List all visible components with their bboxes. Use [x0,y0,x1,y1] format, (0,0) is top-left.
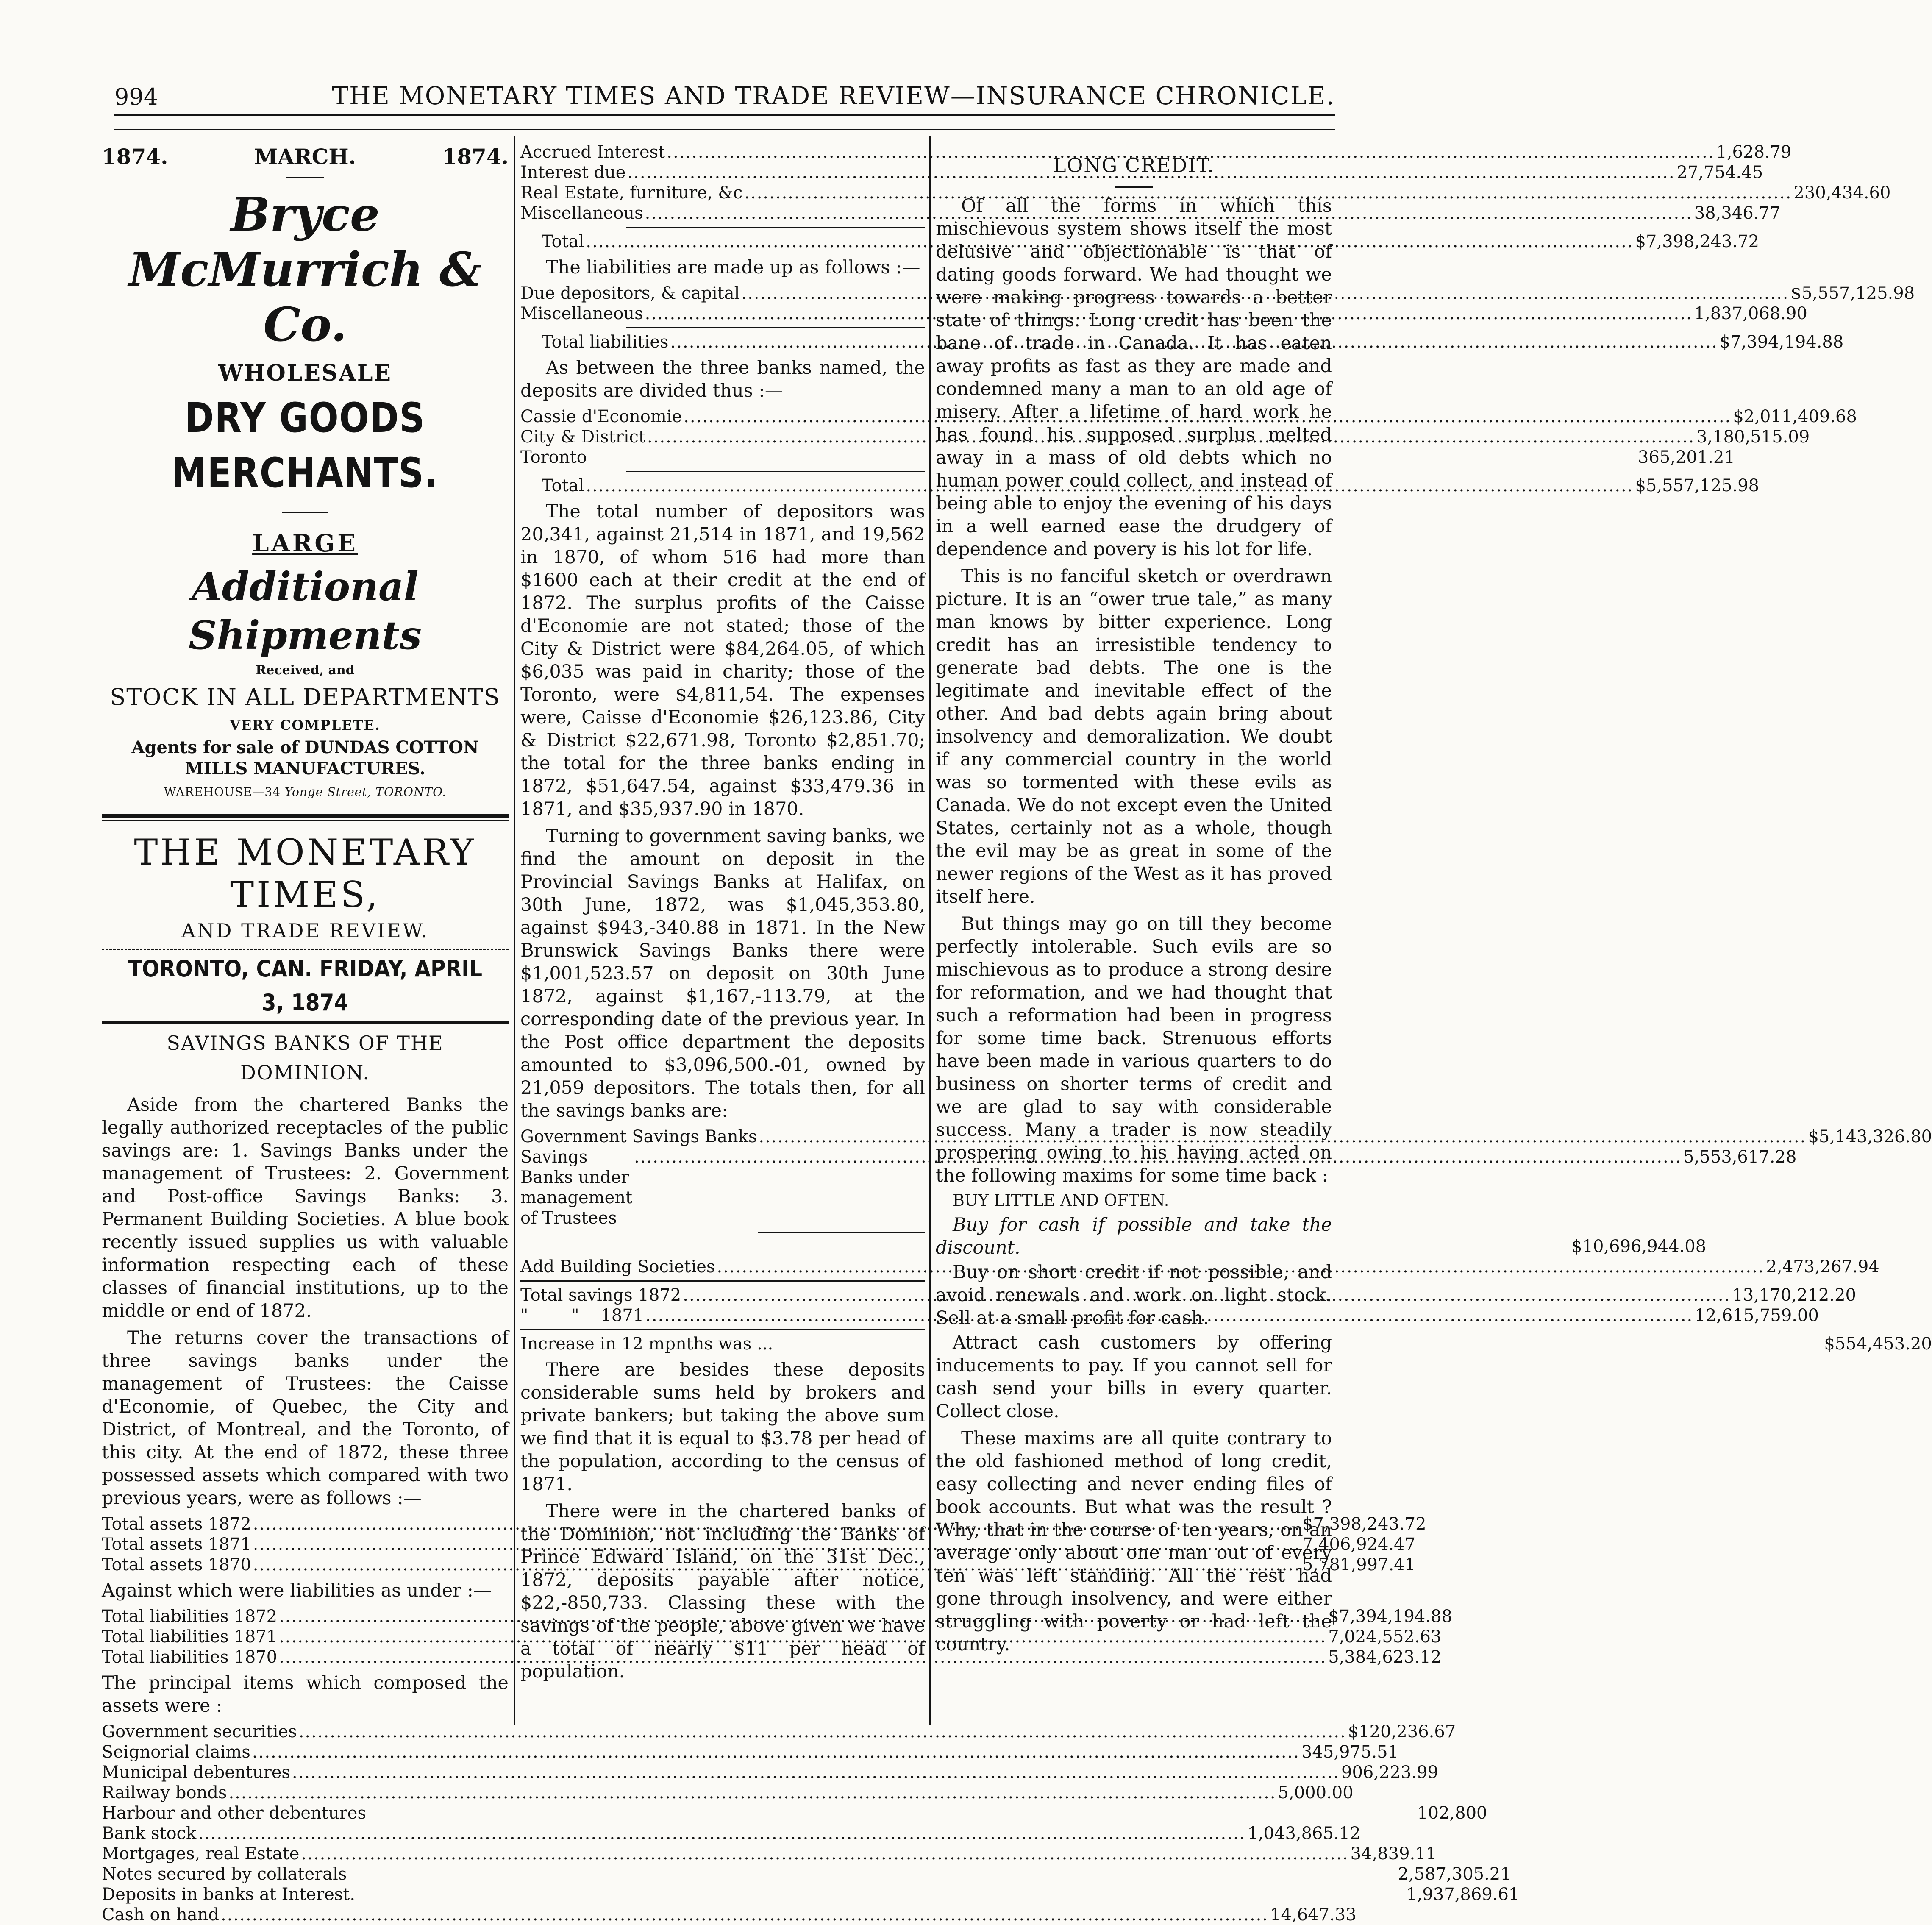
table-row: Harbour and other debentures 102,800 [102,1803,1487,1823]
advert-firm-name: Bryce McMurrich & Co. [128,187,482,352]
maxim: Buy on short credit if not possible, and avoid renewals and work on light stock. Sell at a small profit for cash. [936,1262,1332,1329]
table-row: Municipal debentures ..... 906,223.99 [102,1762,509,1783]
divider [626,471,925,472]
table-row: Due depositors, & capital ..... $5,557,125.98 [520,283,925,303]
table-row: Bank stock ..... 1,043,865.12 [102,1823,509,1844]
advert-large: LARGE [252,529,358,557]
advert-month: MARCH. [254,144,356,169]
article-heading: LONG CREDIT. [1053,154,1215,177]
table-row: Accrued Interest ..... 1,628.79 [520,142,925,162]
advert-year-left: 1874. [102,144,168,169]
paragraph: The liabilities are made up as follows :— [546,257,920,278]
deposits-table [520,406,1857,496]
masthead-subtitle: AND TRADE REVIEW. [181,919,429,942]
table-row: Interest due ..... 27,754.45 [520,162,925,183]
table-row: Cassie d'Economie ..... $2,011,409.68 [520,406,925,427]
table-row: Total savings 1872 ..... 13,170,212.20 [520,1285,925,1305]
paragraph: But things may go on till they become perfectly intolerable. Such evils are so mischievous as to produce a strong desire for reformation, and we had thought that such a reformation had been in progress for some time back. Strenuous efforts have been made in various quarters to do business on shorter terms of credit and we are glad to say with considerable success. Many a trader is now steadily prospering owing to his having acted on the following maxims for some time back : [936,913,1332,1186]
table-row: Notes secured by collaterals 2,587,305.21 [102,1864,1511,1884]
table-row: Total liabilities ..... $7,394,194.88 [520,332,925,352]
divider [102,949,509,950]
advert-very-complete: VERY COMPLETE. [230,717,381,733]
divider [102,1021,509,1024]
paragraph: Turning to government saving banks, we find the amount on deposit in the Provincial Savings Banks at Halifax, on 30th June, 1872, was $1,045,353.80, against $943,-340.88 in 1871. In the New Brunswick Savings Banks there were $1,001,523.57 on deposit on 30th June 1872, against $1,167,-113.79, at the corresponding date of the previous year. In the Post office department the deposits amounted to $3,096,500.-01, owned by 21,059 depositors. The totals then, for all the savings banks are: [520,826,925,1121]
table-row: Total liabilities 1872 ..... $7,394,194.88 [102,1606,509,1627]
table-row: Total assets 1871 ..... 7,406,924.47 [102,1534,509,1555]
paragraph: Of all the forms in which this mischievous system shows itself the most delusive and objectionable is that of dating goods forward. We had thought we were making progress towards a better state of things. Long credit has been the bane of trade in Canada. It has eaten away profits as fast as they are made and condemned many a man to an old age of misery. After a lifetime of hard work he has found his supposed surplus melted away in a mass of old debts which no human power could collect, and instead of being able to enjoy the evening of his days in a well earned ease the drudgery of dependence and povery is his lot for life. [936,195,1332,560]
advert-year-right: 1874. [442,144,509,169]
table-row: $10,696,944.08 [1571,1237,1707,1256]
table-row: " " 1871 ..... 12,615,759.00 [520,1305,925,1326]
paragraph: Against which were liabilities as under :— [102,1580,492,1601]
paragraph: The total number of depositors was 20,341, against 21,514 in 1871, and 19,562 in 1870, of whom 516 had more than $1600 each at their credit at the end of 1872. The surplus profits of the Caisse d'Economie are not stated; those of the City & District were $84,264.05, of which $6,035 was paid in charity; those of the Toronto, were $4,811,54. The expenses were, Caisse d'Economie $26,123.86, City & District $22,671.98, Toronto $2,851.70; the total for the three banks ending in 1872, $51,647.54, against $33,479.36 in 1871, and $35,937.90 in 1870. [520,501,925,820]
maxim: Attract cash customers by offering inducements to pay. If you cannot sell for cash send your bills in every quarter. Collect close. [936,1332,1332,1422]
paragraph: There were in the chartered banks of the Dominion, not including the Banks of Prince Edward Island, on the 31st Dec., 1872, deposits payable after notice, $22,-850,733. Classing these with the savings of the people, above given we have a total of nearly $11 per head of population. [520,1501,925,1682]
advert-warehouse-address: Yonge Street, TORONTO. [284,785,447,799]
paragraph: Aside from the chartered Banks the legally authorized receptacles of the public savings are: 1. Savings Banks under the management of Trustees: 2. Government and Post-office Savings Banks: 3. Permanent Building Societies. A blue book recently issued supplies us with valuable information respecting each of these classes of financial institutions, up to the middle or end of 1872. [102,1094,509,1321]
table-row: Toronto 365,201.21 [520,448,1735,467]
article-heading: SAVINGS BANKS OF THE DOMINION. [167,1032,444,1084]
table-row: Increase in 12 mpnths was ... $554,453.20 [520,1334,1932,1354]
table-row: Savings Banks under management of Trustees ..... 5,553,617.28 [520,1147,925,1228]
advert-additional-shipments: Additional Shipments [189,564,422,658]
column-divider-1 [514,136,515,1725]
paragraph: This is no fanciful sketch or overdrawn picture. It is an “ower true tale,” as many man knows by bitter experience. Long credit has an irresistible tendency to generate bad debts. The one is the legitimate and inevitable effect of the other. And bad debts again bring about insolvency and demoralization. We doubt if any commercial country in the world was so tormented with these evils as Canada. We do not except even the United States, certainly not as a whole, though the evil may be as great in some of the newer regions of the West as it has proved itself here. [936,566,1332,907]
divider [102,814,509,818]
page-number: 994 [114,83,158,110]
paragraph: As between the three banks named, the deposits are divided thus :— [520,357,925,401]
maxim: BUY LITTLE AND OFTEN. [953,1191,1169,1210]
table-row: Total liabilities 1871 ..... 7,024,552.63 [102,1627,509,1647]
table-row: Deposits in banks at Interest. 1,937,869.61 [102,1885,1520,1904]
divider [758,1232,925,1233]
divider [626,327,925,328]
advert-received: Received, and [256,663,355,678]
table-row: Railway bonds ..... 5,000.00 [102,1783,509,1803]
table-row: Miscellaneous ..... 1,837,068.90 [520,303,925,324]
table-row: Total liabilities 1870 ..... 5,384,623.12 [102,1647,509,1667]
table-row: Total ..... $5,557,125.98 [520,476,925,496]
table-row: Add Building Societies ..... 2,473,267.94 [520,1257,925,1277]
divider [282,512,328,513]
liabilities-breakdown [520,283,1915,352]
paragraph: There are besides these deposits considerable sums held by brokers and private bankers; but taking the above sum we find that it is equal to $3.78 per head of the population, according to the census of 1871. [520,1359,925,1495]
liabilities-table [102,1606,1452,1667]
divider [520,1329,925,1330]
table-row: Total assets 1870 ..... 5,781,997.41 [102,1555,509,1575]
advert-warehouse-label: WAREHOUSE—34 [164,785,281,799]
advert-dry-goods: DRY GOODS MERCHANTS. [172,394,439,497]
advert-warehouse [102,779,509,805]
assets-table [102,1514,1426,1575]
advert-wholesale: WHOLESALE [218,360,392,386]
paragraph: These maxims are all quite contrary to the old fashioned method of long credit, easy collecting and never ending files of book accounts. But what was the result ? Why, that in the course of ten years, on an average only about one man out of every ten was left standing. All the rest had gone through insolvency, and were either struggling with poverty or had left the country. [936,1428,1332,1655]
advertisement [102,142,509,805]
masthead-title: THE MONETARY TIMES, [134,832,476,915]
header-rule-thin [114,129,1335,130]
divider [286,177,324,178]
table-row: Government securities ..... $120,236.67 [102,1722,509,1742]
table-row: Total ..... $7,398,243.72 [520,231,925,252]
page-header [114,64,1335,110]
issue-dateline: TORONTO, CAN. FRIDAY, APRIL 3, 1874 [128,955,483,1016]
paragraph: The principal items which composed the assets were : [102,1672,509,1716]
items-table [102,1722,1520,1925]
table-row: Real Estate, furniture, &c ..... 230,434.60 [520,183,925,203]
advert-dateline [102,142,509,172]
advert-stock: STOCK IN ALL DEPARTMENTS [110,684,500,710]
divider [626,227,925,228]
table-row: City & District ..... 3,180,515.09 [520,427,925,447]
header-rule [114,114,1335,116]
table-row: Miscellaneous ..... 38,346.77 [520,203,925,223]
divider [1115,186,1153,188]
publication-title: THE MONETARY TIMES AND TRADE REVIEW—INSURANCE CHRONICLE. [332,81,1335,110]
column-3 [936,142,1332,1723]
advert-agents: Agents for sale of DUNDAS COTTON MILLS MANUFACTURES. [131,737,479,779]
table-row: Government Savings Banks ..... $5,143,326.80 [520,1127,925,1147]
divider [102,820,509,821]
table-row: Cash on hand ..... 14,647.33 [102,1905,509,1925]
table-row: Total assets 1872 ..... $7,398,243.72 [102,1514,509,1534]
column-divider-2 [929,136,931,1725]
table-row: Mortgages, real Estate ..... 34,839.11 [102,1844,509,1864]
paragraph: The returns cover the transactions of three savings banks under the management of Trustees: the Caisse d'Economie, of Quebec, the City and District, of Montreal, and the Toronto, of this city. At the end of 1872, these three possessed assets which compared with two previous years, were as follows :— [102,1327,509,1509]
maxim: Buy for cash if possible and take the discount. [936,1214,1332,1258]
table-row: Seignorial claims ..... 345,975.51 [102,1742,509,1762]
divider [520,1280,925,1282]
